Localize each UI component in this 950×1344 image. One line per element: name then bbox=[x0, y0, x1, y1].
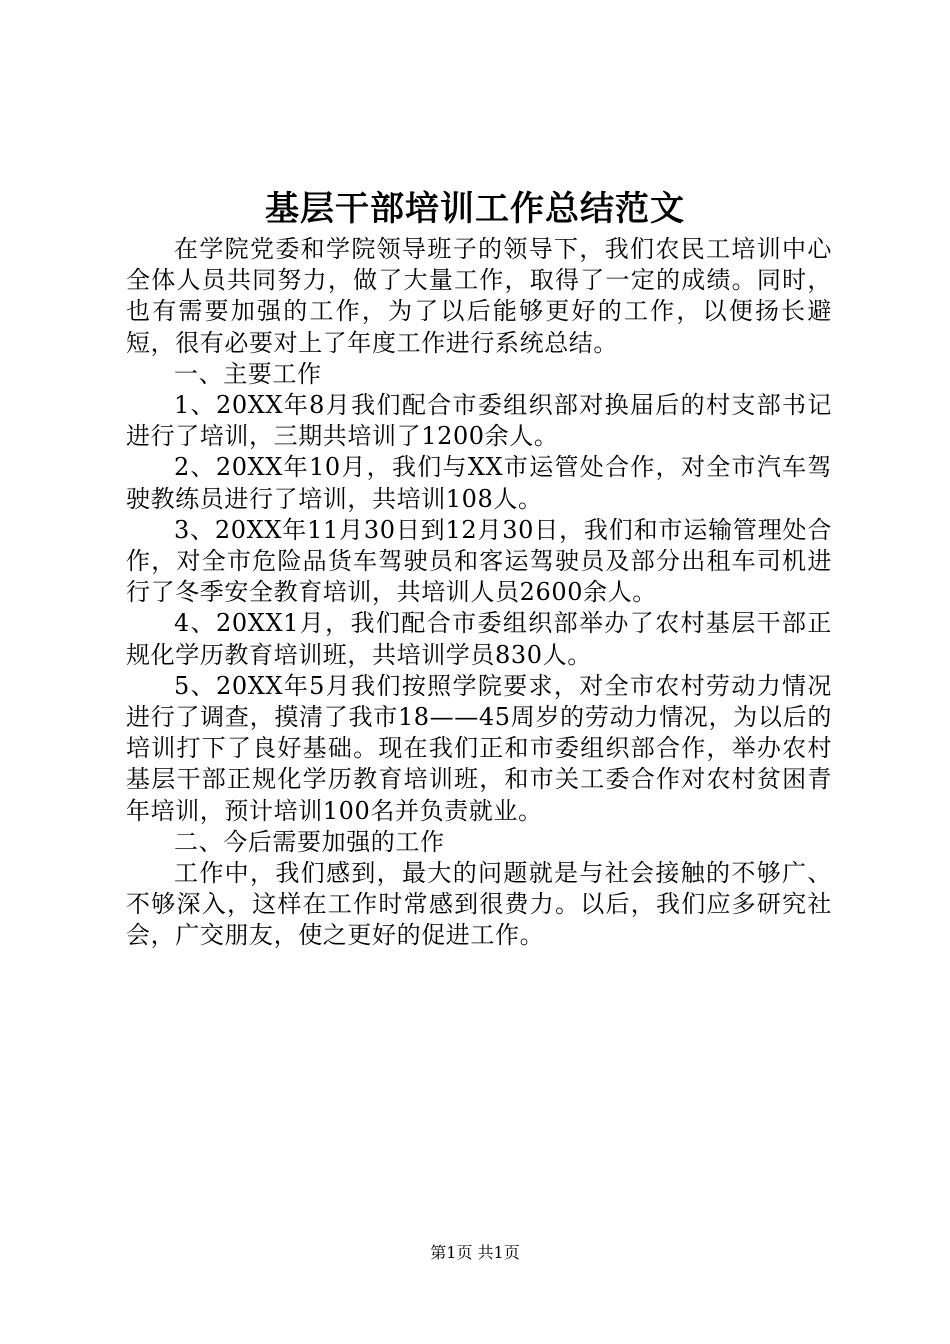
list-item: 4、20XX1月，我们配合市委组织部举办了农村基层干部正规化学历教育培训班，共培训学员830人。 bbox=[126, 609, 832, 669]
document-title: 基层干部培训工作总结范文 bbox=[265, 189, 685, 229]
paragraph-conclusion: 工作中，我们感到，最大的问题就是与社会接触的不够广、不够深入，这样在工作时常感到很费力。以后，我们应多研究社会，广交朋友，使之更好的促进工作。 bbox=[126, 859, 832, 950]
list-item: 5、20XX年5月我们按照学院要求，对全市农村劳动力情况进行了调查，摸清了我市18——45周岁的劳动力情况，为以后的培训打下了良好基础。现在我们正和市委组织部合作，举办农村基层干部正规化学历教育培训班，和市关工委合作对农村贫困青年培训，预计培训100名并负责就业。 bbox=[126, 671, 832, 825]
section-heading-main-work: 一、主要工作 bbox=[174, 359, 322, 388]
section-heading-future-work: 二、今后需要加强的工作 bbox=[174, 827, 445, 856]
paragraph-intro: 在学院党委和学院领导班子的领导下，我们农民工培训中心全体人员共同努力，做了大量工作，取得了一定的成绩。同时，也有需要加强的工作，为了以后能够更好的工作，以便扬长避短，很有必要对上了年度工作进行系统总结。 bbox=[126, 235, 832, 357]
list-item: 3、20XX年11月30日到12月30日，我们和市运输管理处合作，对全市危险品货车驾驶员和客运驾驶员及部分出租车司机进行了冬季安全教育培训，共培训人员2600余人。 bbox=[126, 515, 832, 607]
list-item: 1、20XX年8月我们配合市委组织部对换届后的村支部书记进行了培训，三期共培训了1200余人。 bbox=[126, 391, 832, 451]
list-item: 2、20XX年10月，我们与XX市运管处合作，对全市汽车驾驶教练员进行了培训，共培训108人。 bbox=[126, 453, 832, 513]
document-body bbox=[126, 234, 832, 952]
page-footer: 第1页 共1页 bbox=[430, 1243, 520, 1262]
